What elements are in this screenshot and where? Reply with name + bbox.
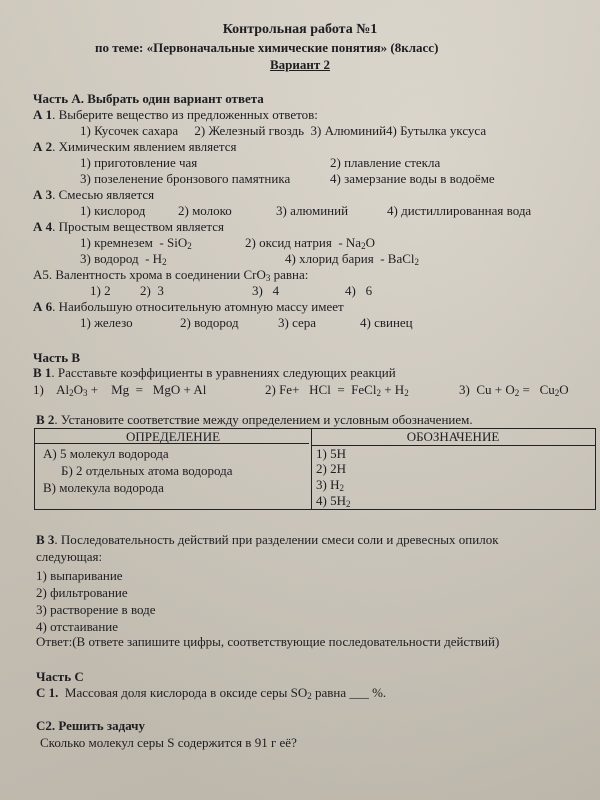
equation-text: Al — [56, 382, 70, 397]
question-b3-line2: следующая: — [36, 549, 103, 564]
option-a6-1: 1) железо — [80, 315, 133, 330]
question-label: А 3 — [33, 187, 53, 202]
option-a2-4: 4) замерзание воды в водоёме — [330, 171, 495, 186]
equation-2 — [265, 382, 409, 397]
option-a3-4: 4) дистиллированная вода — [387, 203, 532, 218]
subscript: 2 — [307, 691, 312, 701]
question-text: . Наибольшую относительную атомную массу имеет — [52, 299, 344, 314]
option-b3-3: 3) растворение в воде — [36, 602, 156, 617]
equation-text: O — [73, 382, 84, 397]
symbol-3 — [316, 477, 344, 492]
table-header-rule — [311, 445, 595, 446]
subscript: 3 — [265, 273, 271, 283]
question-a4 — [33, 219, 224, 234]
question-text: . Последовательность действий при разделении смеси соли и древесных опилок — [54, 532, 499, 547]
equation-1 — [33, 382, 206, 397]
subscript: 2 — [376, 388, 381, 398]
definition-c: В) молекула водорода — [43, 480, 164, 495]
question-text: . Простым веществом является — [52, 219, 224, 234]
question-text: Массовая доля кислорода в оксиде серы SO — [58, 685, 308, 700]
column-header-definition: ОПРЕДЕЛЕНИЕ — [125, 429, 221, 444]
part-b-heading: Часть В — [33, 350, 80, 365]
column-header-symbol: ОБОЗНАЧЕНИЕ — [406, 429, 500, 444]
question-b3 — [36, 532, 499, 547]
question-label: С 1. — [36, 685, 59, 700]
question-a5 — [33, 267, 308, 282]
option-a2-2: 2) плавление стекла — [330, 155, 441, 170]
page-subtitle: по теме: «Первоначальные химические понятия» (8класс) — [95, 40, 439, 55]
page-title: Контрольная работа №1 — [222, 22, 378, 37]
question-text: . Выберите вещество из предложенных ответов: — [52, 107, 318, 122]
question-text: . Смесью является — [52, 187, 155, 202]
question-label: А 4 — [33, 219, 53, 234]
part-a-heading: Часть А. Выбрать один вариант ответа — [33, 91, 264, 106]
option-a6-3: 3) сера — [278, 315, 317, 330]
option-a4-2 — [245, 235, 375, 250]
question-text: . Химическим явлением является — [52, 139, 237, 154]
question-text: равна ___ %. — [311, 685, 387, 700]
symbol-text: 4) 5H — [316, 493, 346, 508]
question-text: . Установите соответствие между определением и условным обозначением. — [54, 412, 473, 427]
option-b3-1: 1) выпаривание — [36, 568, 123, 583]
option-a4-1 — [80, 235, 192, 250]
subscript: 2 — [554, 388, 560, 398]
question-text: А5. Валентность хрома в соединении CrO — [33, 267, 266, 282]
question-c2-heading: С2. Решить задачу — [36, 718, 146, 733]
matching-table — [34, 428, 596, 510]
option-a6-4: 4) свинец — [360, 315, 413, 330]
option-a5-1: 1) 2 — [90, 283, 111, 298]
equation-text: = Cu — [519, 382, 555, 397]
option-a5-2: 2) 3 — [140, 283, 164, 298]
option-a6-2: 2) водород — [180, 315, 239, 330]
question-a6 — [33, 299, 344, 314]
subscript: 2 — [361, 241, 366, 251]
symbol-text: 3) H — [316, 477, 340, 492]
subscript: 2 — [514, 388, 520, 398]
question-a1 — [33, 107, 318, 122]
equation-text: O — [559, 382, 569, 397]
subscript: 3 — [83, 388, 88, 398]
option-b3-4: 4) отстаивание — [36, 619, 119, 634]
question-b1 — [33, 365, 396, 380]
option-a3-1: 1) кислород — [80, 203, 146, 218]
subscript: 2 — [187, 241, 192, 251]
question-label: В 3 — [36, 532, 55, 547]
option-a5-3: 3) 4 — [252, 283, 280, 298]
question-c1 — [36, 685, 386, 700]
variant-label: Вариант 2 — [269, 57, 331, 72]
question-label: В 1 — [33, 365, 52, 380]
question-label: В 2 — [36, 412, 55, 427]
question-label: А 6 — [33, 299, 53, 314]
equation-text: + H — [380, 382, 405, 397]
subscript: 2 — [162, 257, 167, 267]
subscript: 2 — [414, 257, 420, 267]
question-a3 — [33, 187, 154, 202]
question-b2 — [36, 412, 473, 427]
option-a2-3: 3) позеленение бронзового памятника — [80, 171, 291, 186]
option-a4-3 — [80, 251, 167, 266]
option-text: O — [365, 235, 375, 250]
question-label: А 2 — [33, 139, 53, 154]
question-label: А 1 — [33, 107, 53, 122]
part-c-heading: Часть С — [36, 669, 84, 684]
equation-number: 1) — [33, 382, 44, 397]
option-text: 4) хлорид бария - BaCl — [285, 251, 415, 266]
symbol-1: 1) 5H — [316, 446, 346, 461]
question-c2: Сколько молекул серы S содержится в 91 г её? — [40, 735, 297, 750]
equation-text: + Mg = MgO + Al — [87, 382, 207, 397]
definition-a: А) 5 молекул водорода — [43, 446, 169, 461]
definition-b: Б) 2 отдельных атома водорода — [61, 463, 233, 478]
subscript: 2 — [404, 388, 409, 398]
option-a2-1: 1) приготовление чая — [80, 155, 198, 170]
question-text: равна: — [270, 267, 309, 282]
option-a3-2: 2) молоко — [178, 203, 232, 218]
symbol-2: 2) 2H — [316, 461, 346, 476]
option-text: 1) кремнезем - SiO — [80, 235, 188, 250]
question-text: . Расставьте коэффициенты в уравнениях следующих реакций — [51, 365, 396, 380]
question-a2 — [33, 139, 236, 154]
answer-options-a1: 1) Кусочек сахара 2) Железный гвоздь 3) Алюминий4) Бутылка уксуса — [80, 123, 487, 138]
equation-text: 2) Fe+ HCl = FeCl — [265, 382, 377, 397]
option-text: 3) водород - H — [80, 251, 163, 266]
subscript: 2 — [345, 499, 351, 509]
answer-hint: Ответ:(В ответе запишите цифры, соответствующие последовательности действий) — [36, 634, 500, 649]
option-a4-4 — [285, 251, 419, 266]
option-text: 2) оксид натрия - Na — [245, 235, 362, 250]
subscript: 2 — [69, 388, 74, 398]
option-a3-3: 3) алюминий — [276, 203, 349, 218]
equation-3 — [459, 382, 569, 397]
symbol-4 — [316, 493, 350, 508]
subscript: 2 — [339, 483, 344, 493]
option-a5-4: 4) 6 — [345, 283, 373, 298]
equation-text: 3) Cu + O — [459, 382, 515, 397]
option-b3-2: 2) фильтрование — [36, 585, 128, 600]
